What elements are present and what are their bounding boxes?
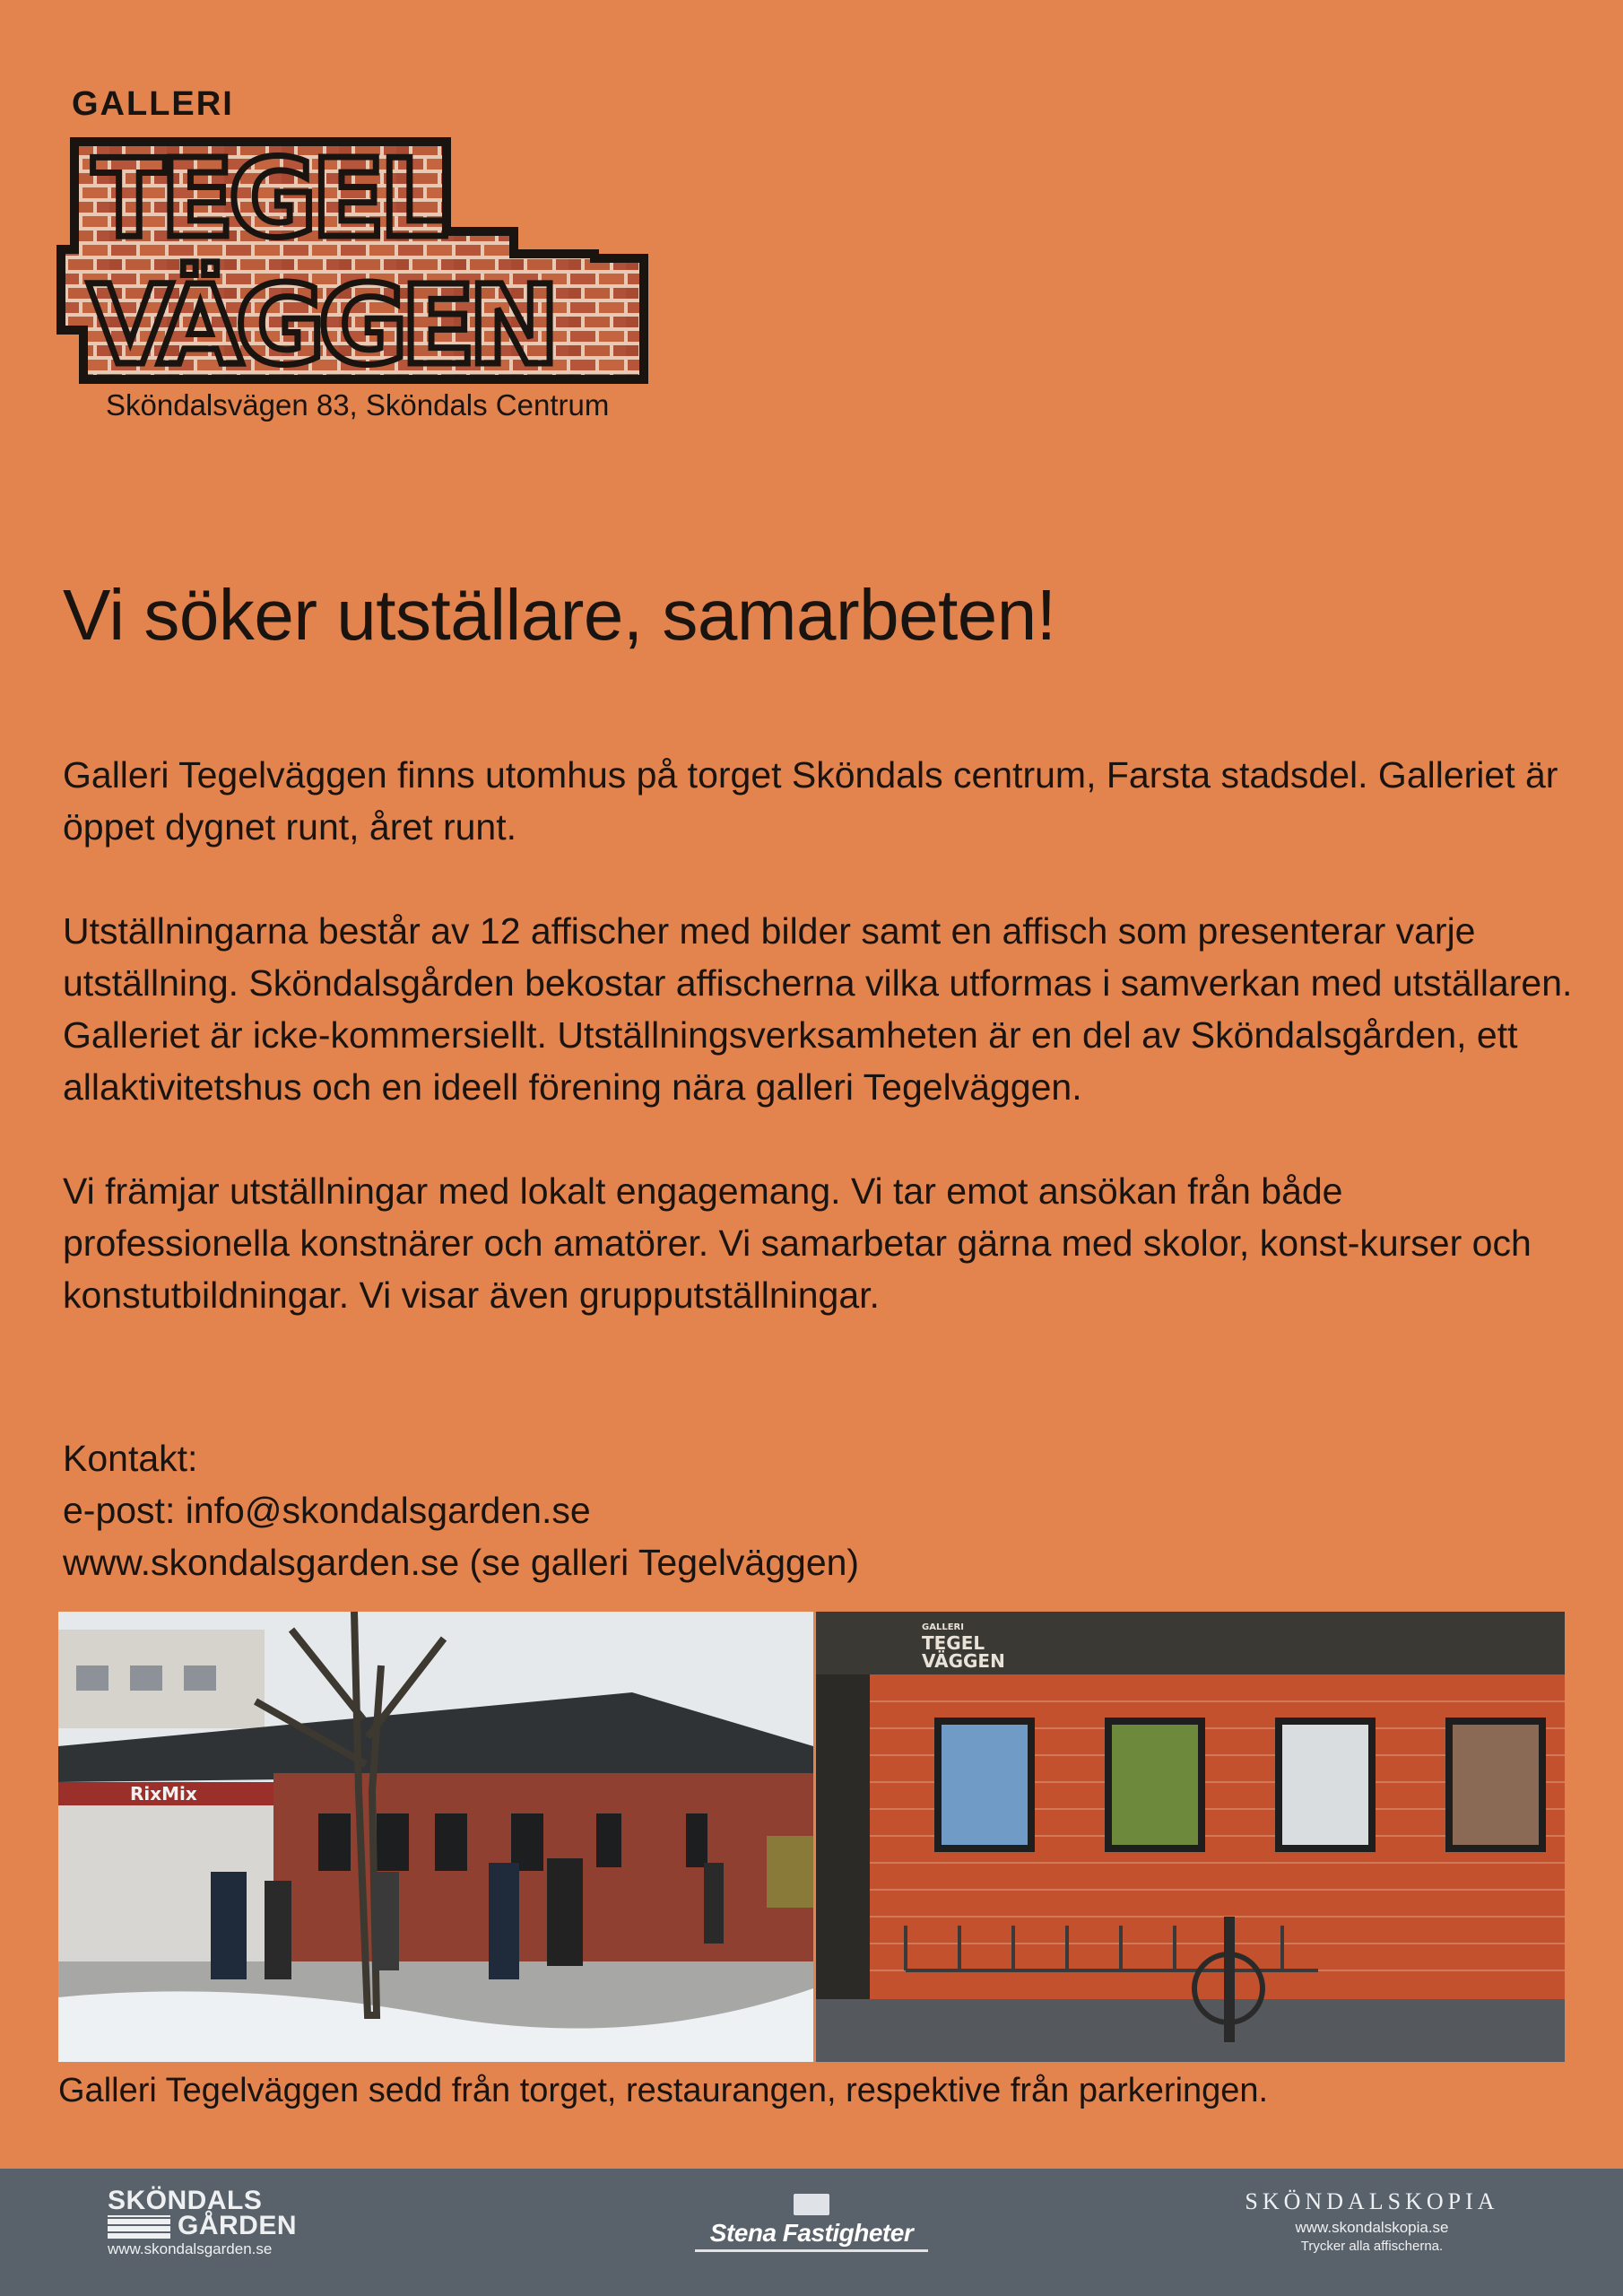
contact-heading: Kontakt: (63, 1438, 198, 1479)
stena-fastigheter-logo[interactable] (695, 2194, 928, 2252)
sponsor1-url[interactable]: www.skondalsgarden.se (108, 2240, 273, 2257)
sponsor-footer (0, 2169, 1623, 2296)
skondalskopia-logo[interactable] (1237, 2188, 1506, 2254)
gallery-logo (52, 85, 662, 426)
brick-wall-logo (52, 128, 662, 388)
wall-sign-tegel: TEGEL (922, 1632, 985, 1654)
body-text (63, 749, 1578, 1373)
contact-block (63, 1432, 859, 1588)
logo-tegel-text: TEGEL (92, 137, 443, 262)
paragraph-engagement: Vi främjar utställningar med lokalt engagemang. Vi tar emot ansökan från både professionella konstnärer och amatörer. Vi samarbetar gärna med skolor, konst-kurser och konstutbildningar. Vi visar även grupputställningar. (63, 1170, 1532, 1316)
sponsor3-name: SKÖNDALSKOPIA (1245, 2188, 1499, 2214)
photo-brick-wall (816, 1612, 1565, 2062)
wall-sign-galleri: GALLERI (922, 1622, 964, 1632)
sponsor1-line2: GÅRDEN (178, 2211, 298, 2240)
page-headline: Vi söker utställare, samarbeten! (63, 575, 1056, 655)
sponsor2-name: Stena Fastigheter (709, 2219, 914, 2247)
contact-email[interactable]: e-post: info@skondalsgarden.se (63, 1490, 591, 1531)
skondalsgarden-logo[interactable] (108, 2188, 297, 2258)
photo-caption: Galleri Tegelväggen sedd från torget, restaurangen, respektive från parkeringen. (58, 2072, 1269, 2109)
logo-address: Sköndalsvägen 83, Sköndals Centrum (106, 388, 610, 422)
underline-divider (695, 2249, 928, 2252)
sponsor1-line1: SKÖNDALS (108, 2186, 263, 2215)
contact-website[interactable]: www.skondalsgarden.se (se galleri Tegelväggen) (63, 1542, 860, 1583)
gallery-photos (58, 1612, 1565, 2062)
brick-icon (108, 2215, 170, 2239)
sponsor3-url[interactable]: www.skondalskopia.se (1295, 2219, 1449, 2236)
paragraph-intro: Galleri Tegelväggen finns utomhus på torget Sköndals centrum, Farsta stadsdel. Galleriet är öppet dygnet runt, året runt. (63, 754, 1558, 848)
logo-galleri-text: GALLERI (72, 85, 234, 123)
wall-sign-vaggen: VÄGGEN (922, 1650, 1005, 1672)
rixmix-sign: RixMix (130, 1783, 197, 1805)
photo-from-square (58, 1612, 813, 2062)
flag-icon (794, 2194, 829, 2215)
paragraph-exhibitions: Utställningarna består av 12 affischer med bilder samt en affisch som presenterar varje utställning. Sköndalsgården bekostar affischerna vilka utformas i samverkan med utställaren. Galleriet är icke-kommersiellt. Utställningsverksamheten är en del av Sköndalsgården, ett allaktivitetshus och en ideell förening nära galleri Tegelväggen. (63, 910, 1573, 1108)
logo-vaggen-text: VÄGGEN (88, 262, 553, 388)
sponsor3-note: Trycker alla affischerna. (1300, 2239, 1444, 2254)
